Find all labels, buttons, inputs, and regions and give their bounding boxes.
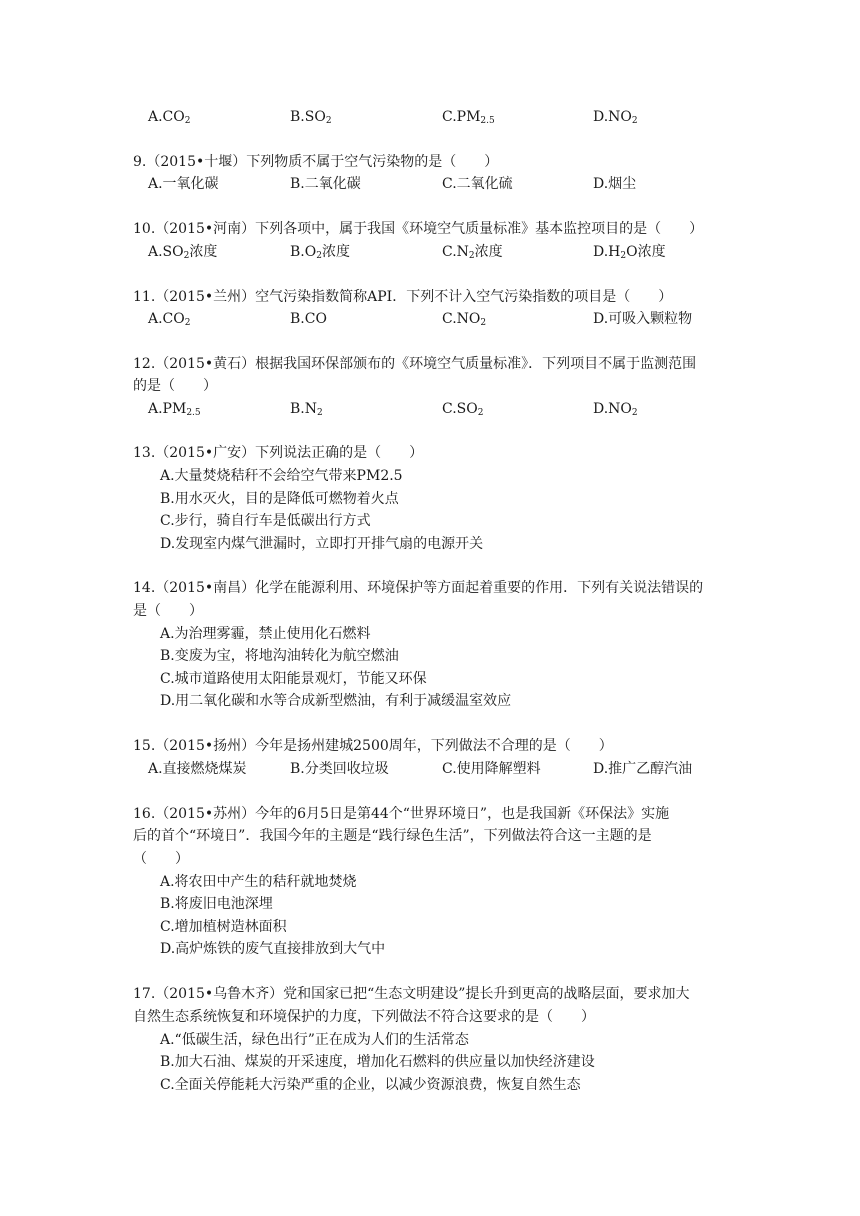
option-c: C.二氧化硫 [442,176,513,192]
option-b: B.用水灭火，目的是降低可燃物着火点 [160,491,399,507]
option-a: $A.SO_2$浓度 [148,244,218,261]
option-a: A.将农田中产生的秸秆就地焚烧 [160,874,357,890]
option-b: B.将废旧电池深埋 [160,896,273,912]
question-stem: 10.（2015•河南）下列各项中，属于我国《环境空气质量标准》基本监控项目的是（ ） [133,221,704,237]
option-b: B.加大石油、煤炭的开采速度，增加化石燃料的供应量以加快经济建设 [160,1054,595,1070]
option-a: A.直接燃烧煤炭 [148,761,247,777]
option-b: B.变废为宝，将地沟油转化为航空燃油 [160,648,399,664]
question-stem: 9.（2015•十堰）下列物质不属于空气污染物的是（ ） [133,154,499,170]
option-d: $D.H_2O$浓度 [593,244,666,261]
option-d: D.推广乙醇汽油 [593,761,693,777]
question-stem-line-1: 17.（2015•乌鲁木齐）党和国家已把“生态文明建设”提长升到更高的战略层面，要求加大 [133,986,690,1002]
option-b: B.分类回收垃圾 [290,761,389,777]
question-stem: 13.（2015•广安）下列说法正确的是（ ） [133,445,424,461]
option-c: $C.NO_2$ [442,311,487,328]
option-c: C.步行，骑自行车是低碳出行方式 [160,513,371,529]
option-b: $B.O_2$浓度 [290,244,350,261]
option-c: C.增加植树造林面积 [160,919,287,935]
option-a: A.大量焚烧秸秆不会给空气带来PM2.5 [160,468,403,484]
question-stem-line-1: 14.（2015•南昌）化学在能源利用、环境保护等方面起着重要的作用．下列有关说法错误的 [133,580,704,596]
option-a: A.一氧化碳 [148,176,219,192]
option-c: C.全面关停能耗大污染严重的企业，以减少资源浪费，恢复自然生态 [160,1077,581,1093]
question-stem-line-1: 16.（2015•苏州）今年的6月5日是第44个“世界环境日”，也是我国新《环保法》实施 [133,806,670,822]
option-c: C.城市道路使用太阳能景观灯，节能又环保 [160,671,427,687]
option-a: $A.CO_2$ [148,109,191,126]
option-d: D.用二氧化碳和水等合成新型燃油，有利于减缓温室效应 [160,693,512,709]
option-d: D.烟尘 [593,176,637,192]
question-stem: 15.（2015•扬州）今年是扬州建城2500周年，下列做法不合理的是（ ） [133,738,613,754]
option-d: $D.NO_2$ [593,401,638,418]
option-c: $C.SO_2$ [442,401,484,418]
question-stem-line-2: 的是（ ） [133,378,217,394]
option-b: B.二氧化碳 [290,176,361,192]
option-c: $C.N_2$浓度 [442,244,503,261]
option-a: $A.CO_2$ [148,311,191,328]
option-c: $C.PM_{2.5}$ [442,109,495,126]
option-c: C.使用降解塑料 [442,761,541,777]
option-b: B.CO [290,311,327,327]
question-stem-line-1: 12.（2015•黄石）根据我国环保部颁布的《环境空气质量标准》．下列项目不属于监测范围 [133,356,697,372]
question-stem-line-3: （ ） [133,851,189,867]
option-b: $B.SO_2$ [290,109,332,126]
question-stem-line-2: 是（ ） [133,603,203,619]
option-d: $D.NO_2$ [593,109,638,126]
option-a: $A.PM_{2.5}$ [148,401,201,418]
option-a: A.“低碳生活，绿色出行”正在成为人们的生活常态 [160,1032,469,1048]
option-d: D.高炉炼铁的废气直接排放到大气中 [160,941,386,957]
option-d: D.发现室内煤气泄漏时，立即打开排气扇的电源开关 [160,536,484,552]
option-b: $B.N_2$ [290,401,323,418]
option-a: A.为治理雾霾，禁止使用化石燃料 [160,626,371,642]
question-stem-line-2: 后的首个“环境日”．我国今年的主题是“践行绿色生活”，下列做法符合这一主题的是 [133,828,652,844]
question-stem: 11.（2015•兰州）空气污染指数简称API．下列不计入空气污染指数的项目是（ ） [133,289,673,305]
option-d: D.可吸入颗粒物 [593,311,693,327]
question-stem-line-2: 自然生态系统恢复和环境保护的力度，下列做法不符合这要求的是（ ） [133,1009,595,1025]
